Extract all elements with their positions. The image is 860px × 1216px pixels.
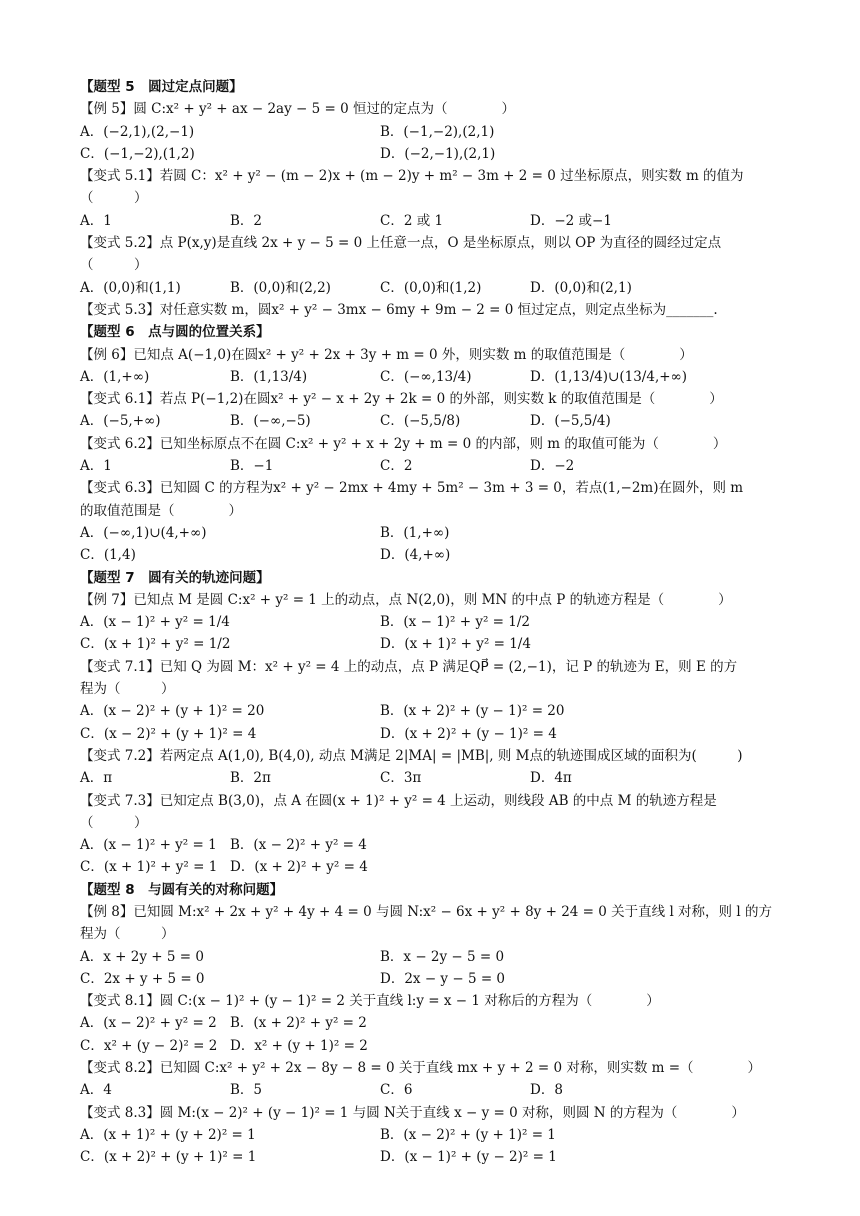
answer-option: B．(x + 2)² + (y − 1)² = 20 [380,703,565,720]
answer-option: D．(4,+∞) [380,547,451,564]
question-text: 程为（ ） [80,681,175,698]
answer-option: A．(0,0)和(1,1) [80,279,181,296]
answer-options-row [80,277,790,299]
answer-options-row [80,856,790,878]
answer-option: C．x² + (y − 2)² = 2 [80,1037,218,1054]
answer-option: B．(x + 2)² + y² = 2 [230,1015,367,1032]
question-text: 的取值范围是（ ） [80,502,242,519]
answer-options-row [80,1079,790,1101]
question-text: 【变式 5.3】对任意实数 m，圆x² + y² − 3mx − 6my + 9m − 2 = 0 恒过定点，则定点坐标为_______. [80,301,718,318]
answer-options-row [80,1012,790,1034]
section-heading: 【题型 8 与圆有关的对称问题】 [80,881,284,898]
question-text: 【例 7】已知点 M 是圆 C:x² + y² = 1 上的动点，点 N(2,0)，则 MN 的中点 P 的轨迹方程是（ ） [80,591,732,608]
answer-option: C．(−∞,13/4) [380,368,472,385]
question-text: 【变式 8.2】已知圆 C:x² + y² + 2x − 8y − 8 = 0 关于直线 mx + y + 2 = 0 对称，则实数 m =（ ） [80,1060,762,1077]
answer-option: B．(x − 2)² + y² = 4 [230,837,367,854]
answer-option: D．4π [530,770,572,787]
section-heading: 【题型 6 点与圆的位置关系】 [80,324,270,341]
answer-option: D．(x − 1)² + (y − 2)² = 1 [380,1149,557,1166]
answer-option: B．(−∞,−5) [230,413,311,430]
answer-option: A．x + 2y + 5 = 0 [80,948,204,965]
answer-options-row [80,1035,790,1057]
answer-option: D．(1,13/4)∪(13/4,+∞) [530,368,688,385]
answer-option: B．(0,0)和(2,2) [230,279,331,296]
answer-option: C．(x − 2)² + (y + 1)² = 4 [80,725,257,742]
answer-option: C．(−5,5/8) [380,413,461,430]
question-text: 【例 8】已知圆 M:x² + 2x + y² + 4y + 4 = 0 与圆 N:x² − 6x + y² + 8y + 24 = 0 关于直线 l 对称，则 l 的方 [80,903,772,920]
answer-option: D．(x + 2)² + (y − 1)² = 4 [380,725,557,742]
question-text: 【变式 5.2】点 P(x,y)是直线 2x + y − 5 = 0 上任意一点，O 是坐标原点，则以 OP 为直径的圆经过定点 [80,235,722,252]
question-text: 【例 5】圆 C:x² + y² + ax − 2ay − 5 = 0 恒过的定点为（ ） [80,101,515,118]
question-text: 【变式 6.3】已知圆 C 的方程为x² + y² − 2mx + 4my + 5m² − 3m + 3 = 0，若点(1,−2m)在圆外，则 m [80,480,744,497]
answer-options-row [80,455,790,477]
answer-option: B．2π [230,770,271,787]
answer-option: B．x − 2y − 5 = 0 [380,948,505,965]
question-text: 【变式 7.2】若两定点 A(1,0), B(4,0), 动点 M满足 2|MA| = |MB|, 则 M点的轨迹围成区域的面积为( ) [80,747,743,764]
answer-option: A．(x − 1)² + y² = 1 [80,837,217,854]
answer-options-row [80,946,790,968]
answer-options-row [80,522,790,544]
answer-options-row [80,210,790,232]
answer-option: A．(−5,+∞) [80,413,161,430]
answer-option: C．6 [380,1082,413,1099]
answer-options-row [80,633,790,655]
question-text: （ ） [80,190,148,207]
answer-options-row [80,611,790,633]
answer-option: D．(x + 1)² + y² = 1/4 [380,636,531,653]
answer-options-row [80,143,790,165]
answer-option: D．(0,0)和(2,1) [530,279,632,296]
answer-option: A．(x − 2)² + y² = 2 [80,1015,217,1032]
answer-option: C．(−1,−2),(1,2) [80,145,195,162]
section-heading: 【题型 7 圆有关的轨迹问题】 [80,569,270,586]
answer-option: A．1 [80,458,112,475]
answer-option: B．(1,13/4) [230,368,308,385]
answer-options-row [80,1146,790,1168]
question-text: 【例 6】已知点 A(−1,0)在圆x² + y² + 2x + 3y + m = 0 外，则实数 m 的取值范围是（ ） [80,346,693,363]
answer-option: C．3π [380,770,422,787]
question-text: 【变式 8.3】圆 M:(x − 2)² + (y − 1)² = 1 与圆 N关于直线 x − y = 0 对称，则圆 N 的方程为（ ） [80,1104,745,1121]
answer-option: C．2x + y + 5 = 0 [80,970,205,987]
answer-option: D．(−2,−1),(2,1) [380,145,496,162]
answer-option: D．−2 [530,458,575,475]
answer-options-row [80,700,790,722]
answer-option: B．−1 [230,458,274,475]
answer-option: D．−2 或−1 [530,212,612,229]
answer-option: B．2 [230,212,263,229]
question-text: （ ） [80,814,148,831]
answer-option: C．(x + 2)² + (y + 1)² = 1 [80,1149,257,1166]
answer-option: D．8 [530,1082,563,1099]
worksheet-page [80,76,790,1169]
answer-option: A．(x + 1)² + (y + 2)² = 1 [80,1126,256,1143]
answer-option: C．(1,4) [80,547,136,564]
answer-option: B．(−1,−2),(2,1) [380,123,495,140]
question-text: （ ） [80,257,148,274]
answer-option: C．2 [380,458,413,475]
answer-option: B．(x − 2)² + (y + 1)² = 1 [380,1126,556,1143]
answer-option: A．π [80,770,113,787]
answer-options-row [80,767,790,789]
answer-options-row [80,968,790,990]
question-text: 【变式 7.1】已知 Q 为圆 M：x² + y² = 4 上的动点，点 P 满足QP⃗ = (2,−1)，记 P 的轨迹为 E，则 E 的方 [80,658,738,675]
answer-option: A．(x − 2)² + (y + 1)² = 20 [80,703,265,720]
answer-options-row [80,1124,790,1146]
answer-options-row [80,723,790,745]
answer-options-row [80,410,790,432]
answer-option: C．(0,0)和(1,2) [380,279,482,296]
question-text: 【变式 8.1】圆 C:(x − 1)² + (y − 1)² = 2 关于直线 l:y = x − 1 对称后的方程为（ ） [80,993,660,1010]
answer-option: D．(−5,5/4) [530,413,611,430]
answer-option: C．(x + 1)² + y² = 1/2 [80,636,231,653]
question-text: 【变式 6.1】若点 P(−1,2)在圆x² + y² − x + 2y + 2k = 0 的外部，则实数 k 的取值范围是（ ） [80,391,723,408]
answer-option: B．(1,+∞) [380,524,450,541]
question-text: 【变式 7.3】已知定点 B(3,0)，点 A 在圆(x + 1)² + y² = 4 上运动，则线段 AB 的中点 M 的轨迹方程是 [80,792,717,809]
answer-options-row [80,366,790,388]
answer-option: A．(−∞,1)∪(4,+∞) [80,524,207,541]
answer-option: D．2x − y − 5 = 0 [380,970,506,987]
answer-options-row [80,544,790,566]
answer-option: A．(−2,1),(2,−1) [80,123,195,140]
answer-option: D．(x + 2)² + y² = 4 [230,859,368,876]
answer-option: A．1 [80,212,112,229]
answer-option: D．x² + (y + 1)² = 2 [230,1037,368,1054]
section-heading: 【题型 5 圆过定点问题】 [80,79,243,95]
answer-option: A．(x − 1)² + y² = 1/4 [80,614,230,631]
answer-option: B．5 [230,1082,263,1099]
question-text: 程为（ ） [80,926,175,943]
answer-option: C．2 或 1 [380,212,444,229]
answer-option: C．(x + 1)² + y² = 1 [80,859,218,876]
answer-option: A．(1,+∞) [80,368,150,385]
question-text: 【变式 6.2】已知坐标原点不在圆 C:x² + y² + x + 2y + m = 0 的内部，则 m 的取值可能为（ ） [80,435,727,452]
question-text: 【变式 5.1】若圆 C：x² + y² − (m − 2)x + (m − 2)y + m² − 3m + 2 = 0 过坐标原点，则实数 m 的值为 [80,168,744,185]
answer-option: B．(x − 1)² + y² = 1/2 [380,614,531,631]
answer-options-row [80,834,790,856]
answer-option: A．4 [80,1082,112,1099]
answer-options-row [80,121,790,143]
